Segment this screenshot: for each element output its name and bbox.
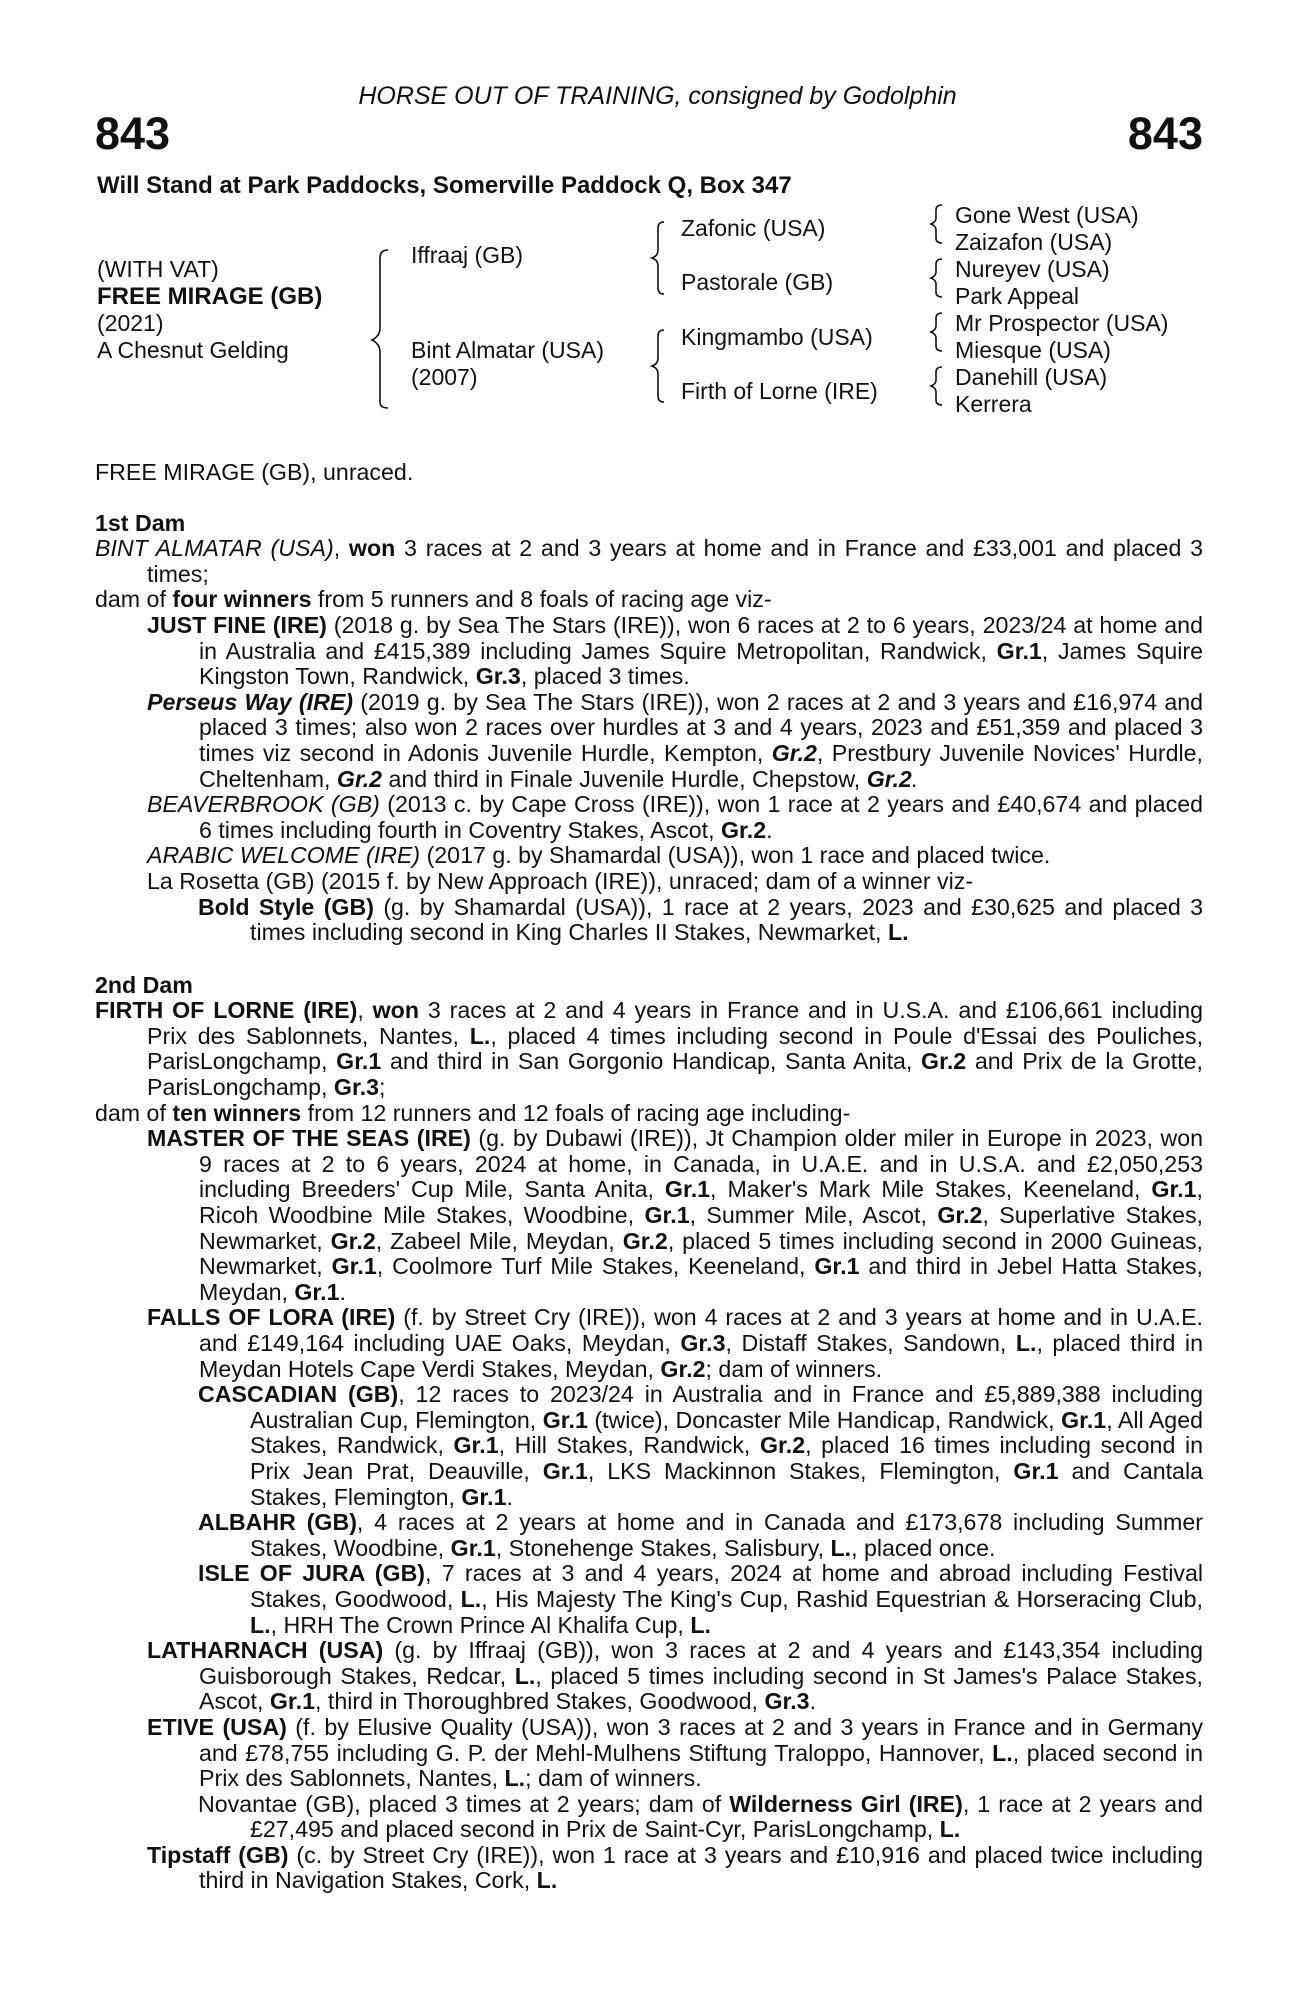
- dam-sire-sire: Mr Prospector (USA): [955, 310, 1169, 336]
- bracket-dd: [931, 367, 942, 405]
- horse-perseus-way: Perseus Way (IRE): [147, 688, 354, 715]
- dam-dam-dam: Kerrera: [955, 391, 1032, 417]
- produce-arabic-welcome: ARABIC WELCOME (IRE) (2017 g. by Shamardal (USA)), won 1 race and placed twice.: [147, 842, 1051, 869]
- horse-wilderness-girl: Wilderness Girl (IRE): [729, 1790, 963, 1817]
- second-dam-name: FIRTH OF LORNE (IRE): [95, 997, 358, 1024]
- horse-latharnach: LATHARNACH (USA): [147, 1637, 384, 1664]
- produce-albahr: ALBAHR (GB), 4 races at 2 years at home and in Canada and £173,678 including Summer Stakes, Woodbine, Gr.1, Stonehenge Stakes, Salisbury, L., placed once.: [198, 1509, 1203, 1561]
- sire-name: Iffraaj (GB): [411, 242, 524, 268]
- produce-beaverbrook: BEAVERBROOK (GB) (2013 c. by Cape Cross (IRE)), won 1 race at 2 years and £40,674 and placed 6 times including fourth in Coventry Stakes, Ascot, Gr.2.: [147, 791, 1203, 843]
- sire-sire: Zafonic (USA): [681, 215, 826, 241]
- intro-line: FREE MIRAGE (GB), unraced.: [95, 459, 414, 485]
- produce-bold-style: Bold Style (GB) (g. by Shamardal (USA)), 1 race at 2 years, 2023 and £30,625 and placed 3 times including second in King Charles II Stakes, Newmarket, L.: [198, 893, 1204, 946]
- bracket-ds: [931, 313, 942, 351]
- lot-number-right: 843: [1127, 108, 1203, 159]
- produce-cascadian: CASCADIAN (GB), 12 races to 2023/24 in Australia and in France and £5,889,388 including Australian Cup, Flemington, Gr.1 (twice), Doncaster Mile Handicap, Randwick, Gr.1, All Aged Stakes, Randwick, Gr.1, Hill Stakes, Randwick, Gr.2, placed 16 times including second in Prix Jean Prat, Deauville, Gr.1, LKS Mackinnon Stakes, Flemington, Gr.1 and Cantala Stakes, Flemington, Gr.1.: [198, 1381, 1204, 1510]
- second-dam-produce-summary: dam of ten winners from 12 runners and 12 foals of racing age including-: [95, 1099, 851, 1126]
- produce-master-of-the-seas: MASTER OF THE SEAS (IRE) (g. by Dubawi (IRE)), Jt Champion older miler in Europe in 2023, won 9 races at 2 to 6 years, 2024 at home, in Canada, in U.A.E. and in U.S.A. and £2,050,253 including Breeders' Cup Mile, Santa Anita, Gr.1, Maker's Mark Mile Stakes, Keeneland, Gr.1, Ricoh Woodbine Mile Stakes, Woodbine, Gr.1, Summer Mile, Ascot, Gr.2, Superlative Stakes, Newmarket, Gr.2, Zabeel Mile, Meydan, Gr.2, placed 5 times including second in 2000 Guineas, Newmarket, Gr.1, Coolmore Turf Mile Stakes, Keeneland, Gr.1 and third in Jebel Hatta Stakes, Meydan, Gr.1.: [147, 1125, 1204, 1305]
- horse-albahr: ALBAHR (GB): [198, 1509, 357, 1536]
- produce-la-rosetta: La Rosetta (GB) (2015 f. by New Approach (IRE)), unraced; dam of a winner viz-: [147, 867, 974, 894]
- horse-beaverbrook: BEAVERBROOK (GB): [147, 791, 380, 818]
- first-dam-name: BINT ALMATAR (USA): [95, 535, 334, 562]
- first-dam-record: BINT ALMATAR (USA), won 3 races at 2 and 3 years at home and in France and £33,001 and placed 3 times;: [95, 535, 1204, 587]
- lot-number-left: 843: [95, 108, 171, 159]
- dam-year: (2007): [411, 364, 478, 390]
- horse-description: A Chesnut Gelding: [97, 337, 289, 363]
- first-dam-produce-summary: dam of four winners from 5 runners and 8 foals of racing age viz-: [95, 586, 772, 613]
- dam-sire: Kingmambo (USA): [681, 324, 873, 350]
- second-dam-heading: 2nd Dam: [95, 971, 193, 998]
- horse-tipstaff: Tipstaff (GB): [147, 1841, 289, 1868]
- dam-name: Bint Almatar (USA): [411, 337, 604, 363]
- horse-etive: ETIVE (USA): [147, 1713, 287, 1740]
- bracket-dam: [652, 330, 664, 402]
- produce-etive: ETIVE (USA) (f. by Elusive Quality (USA)), won 3 races at 2 and 3 years in France and in Germany and £78,755 including G. P. der Mehl-Mulhens Stiftung Traloppo, Hannover, L., placed second in Prix des Sablonnets, Nantes, L.; dam of winners.: [147, 1713, 1204, 1792]
- sire-dam: Pastorale (GB): [681, 269, 834, 295]
- produce-latharnach: LATHARNACH (USA) (g. by Iffraaj (GB)), won 3 races at 2 and 4 years and £143,354 including Guisborough Stakes, Redcar, L., placed 5 times including second in St James's Palace Stakes, Ascot, Gr.1, third in Thoroughbred Stakes, Goodwood, Gr.3.: [147, 1637, 1203, 1715]
- stand-location: Will Stand at Park Paddocks, Somerville Paddock Q, Box 347: [97, 172, 792, 199]
- bracket-horse: [372, 250, 388, 408]
- dam-dam: Firth of Lorne (IRE): [681, 378, 878, 404]
- produce-isle-of-jura: ISLE OF JURA (GB), 7 races at 3 and 4 years, 2024 at home and abroad including Festival Stakes, Goodwood, L., His Majesty The King's Cup, Rashid Equestrian & Horseracing Club, L., HRH The Crown Prince Al Khalifa Cup, L.: [198, 1560, 1204, 1638]
- dam-dam-sire: Danehill (USA): [955, 364, 1108, 390]
- bracket-ss: [931, 205, 942, 243]
- second-dam-record: FIRTH OF LORNE (IRE), won 3 races at 2 and 4 years in France and in U.S.A. and £106,661 including Prix des Sablonnets, Nantes, L., placed 4 times including second in Poule d'Essai des Pouliches, ParisLongchamp, Gr.1 and third in San Gorgonio Handicap, Santa Anita, Gr.2 and Prix de la Grotte, ParisLongchamp, Gr.3;: [95, 997, 1204, 1101]
- horse-cascadian: CASCADIAN (GB): [198, 1381, 399, 1408]
- produce-just-fine: JUST FINE (IRE) (2018 g. by Sea The Stars (IRE)), won 6 races at 2 to 6 years, 2023/24 at home and in Australia and £415,389 including James Squire Metropolitan, Randwick, Gr.1, James Squire Kingston Town, Randwick, Gr.3, placed 3 times.: [147, 611, 1203, 690]
- sire-sire-dam: Zaizafon (USA): [955, 229, 1113, 255]
- vat-note: (WITH VAT): [97, 256, 219, 282]
- horse-falls-of-lora: FALLS OF LORA (IRE): [147, 1304, 396, 1331]
- horse-year: (2021): [97, 310, 164, 336]
- bracket-sire: [652, 222, 664, 294]
- horse-master-of-the-seas: MASTER OF THE SEAS (IRE): [147, 1125, 471, 1152]
- horse-isle-of-jura: ISLE OF JURA (GB): [198, 1560, 426, 1587]
- sire-dam-dam: Park Appeal: [955, 283, 1080, 309]
- winners-count: four winners: [172, 586, 312, 613]
- produce-falls-of-lora: FALLS OF LORA (IRE) (f. by Street Cry (IRE)), won 4 races at 2 and 3 years at home and in U.A.E. and £149,164 including UAE Oaks, Meydan, Gr.3, Distaff Stakes, Sandown, L., placed third in Meydan Hotels Cape Verdi Stakes, Meydan, Gr.2; dam of winners.: [147, 1304, 1203, 1382]
- sale-subtitle: HORSE OUT OF TRAINING, consigned by Godolphin: [358, 82, 957, 110]
- winners-count: ten winners: [172, 1099, 302, 1126]
- catalogue-entry: [95, 460, 1203, 1894]
- horse-just-fine: JUST FINE (IRE): [147, 611, 327, 638]
- first-dam-heading: 1st Dam: [95, 509, 186, 536]
- dam-sire-dam: Miesque (USA): [955, 337, 1111, 363]
- sire-dam-sire: Nureyev (USA): [955, 256, 1110, 282]
- horse-bold-style: Bold Style (GB): [198, 893, 374, 920]
- bracket-sd: [931, 259, 942, 297]
- produce-tipstaff: Tipstaff (GB) (c. by Street Cry (IRE)), won 1 race at 3 years and £10,916 and placed twice including third in Navigation Stakes, Cork, L.: [147, 1841, 1203, 1894]
- produce-novantae: Novantae (GB), placed 3 times at 2 years; dam of Wilderness Girl (IRE), 1 race at 2 years and £27,495 and placed second in Prix de Saint-Cyr, ParisLongchamp, L.: [198, 1790, 1203, 1843]
- horse-name: FREE MIRAGE (GB): [97, 283, 323, 310]
- horse-arabic-welcome: ARABIC WELCOME (IRE): [147, 842, 421, 869]
- sire-sire-sire: Gone West (USA): [955, 202, 1139, 228]
- won-label: won: [348, 535, 396, 562]
- produce-perseus-way: Perseus Way (IRE) (2019 g. by Sea The Stars (IRE)), won 2 races at 2 and 3 years and £16,974 and placed 3 times; also won 2 races over hurdles at 3 and 4 years, 2023 and £51,359 and placed 3 times viz second in Adonis Juvenile Hurdle, Kempton, Gr.2, Prestbury Juvenile Novices' Hurdle, Cheltenham, Gr.2 and third in Finale Juvenile Hurdle, Chepstow, Gr.2.: [147, 688, 1204, 792]
